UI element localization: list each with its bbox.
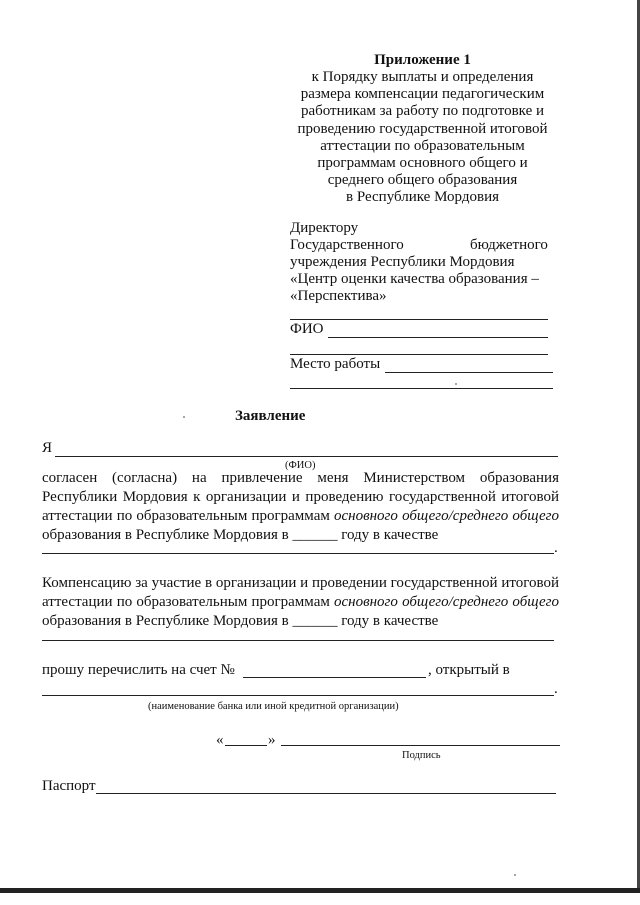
bank-caption: (наименование банка или иной кредитной организации) [148, 701, 399, 712]
appendix-line: работникам за работу по подготовке и [300, 103, 545, 120]
role-line-1 [42, 553, 554, 554]
fio-caption: (ФИО) [285, 460, 316, 471]
signature-caption: Подпись [402, 750, 441, 761]
addressee-blank-line-2 [290, 354, 548, 355]
date-open-quote: « [216, 732, 224, 748]
passport-label: Паспорт [42, 778, 96, 794]
workplace-line [385, 372, 553, 373]
appendix-line: среднего общего образования [327, 172, 518, 189]
appendix-line: к Порядку выплаты и определения [311, 69, 534, 85]
appendix-title: Приложение 1 [374, 52, 471, 68]
para1-line-3-text: аттестации по образовательным программам [42, 508, 334, 524]
para2-line-3: образования в Республике Мордовия в ______ году в качестве [42, 613, 439, 629]
statement-title: Заявление [235, 408, 306, 424]
appendix-line: программам основного общего и [317, 155, 528, 172]
appendix-line: проведению государственной итоговой [297, 120, 548, 137]
addressee-blank-line [290, 319, 548, 320]
scan-speck [183, 416, 185, 418]
para1-line-3 [42, 507, 559, 526]
program-level-italic: основного общего/среднего общего [334, 508, 559, 524]
para1-line-4: образования в Республике Мордовия в ______ году в качестве [42, 527, 439, 543]
workplace-label: Место работы [290, 356, 381, 372]
scan-edge-bottom [0, 888, 640, 893]
appendix-line: аттестации по образовательным [320, 137, 525, 154]
addressee-line-1: Директору [290, 220, 359, 236]
para1-period: . [554, 540, 558, 556]
fio-line [328, 337, 548, 338]
date-day-line [225, 745, 267, 746]
scan-speck [514, 874, 516, 876]
i-label: Я [42, 440, 53, 456]
bank-period: . [554, 681, 558, 697]
program-level-italic-2: основного общего/среднего общего [334, 594, 559, 610]
appendix-line: размера компенсации педагогическим [300, 86, 545, 103]
para1-line-1: согласен (согласна) на привлечение меня Министерством образования [42, 470, 559, 486]
account-prefix: прошу перечислить на счет № [42, 662, 235, 678]
date-signature-line [281, 745, 560, 746]
account-suffix: , открытый в [428, 662, 510, 678]
fio-label: ФИО [290, 321, 324, 337]
scan-speck [455, 383, 457, 385]
role-line-2 [42, 640, 554, 641]
bank-name-line [42, 695, 554, 696]
addressee-line-2-right: бюджетного [470, 237, 548, 253]
para2-line-2-text: аттестации по образовательным программам [42, 594, 334, 610]
addressee-line-2-left: Государственного [290, 237, 404, 253]
para2-line-2 [42, 593, 559, 612]
passport-line [96, 793, 556, 794]
date-close-quote: » [268, 732, 276, 748]
addressee-line-4: «Центр оценки качества образования – [290, 271, 539, 287]
para2-line-1: Компенсацию за участие в организации и проведении государственной итоговой [42, 575, 559, 591]
addressee-line-5: «Перспектива» [290, 288, 387, 304]
para1-line-2: Республики Мордовия к организации и проведению государственной итоговой [42, 489, 559, 505]
account-number-line [243, 677, 426, 678]
addressee-line-3: учреждения Республики Мордовия [290, 254, 515, 270]
workplace-line-2 [290, 388, 553, 389]
appendix-line: в Республике Мордовия [346, 189, 499, 206]
appendix-text [290, 69, 555, 207]
